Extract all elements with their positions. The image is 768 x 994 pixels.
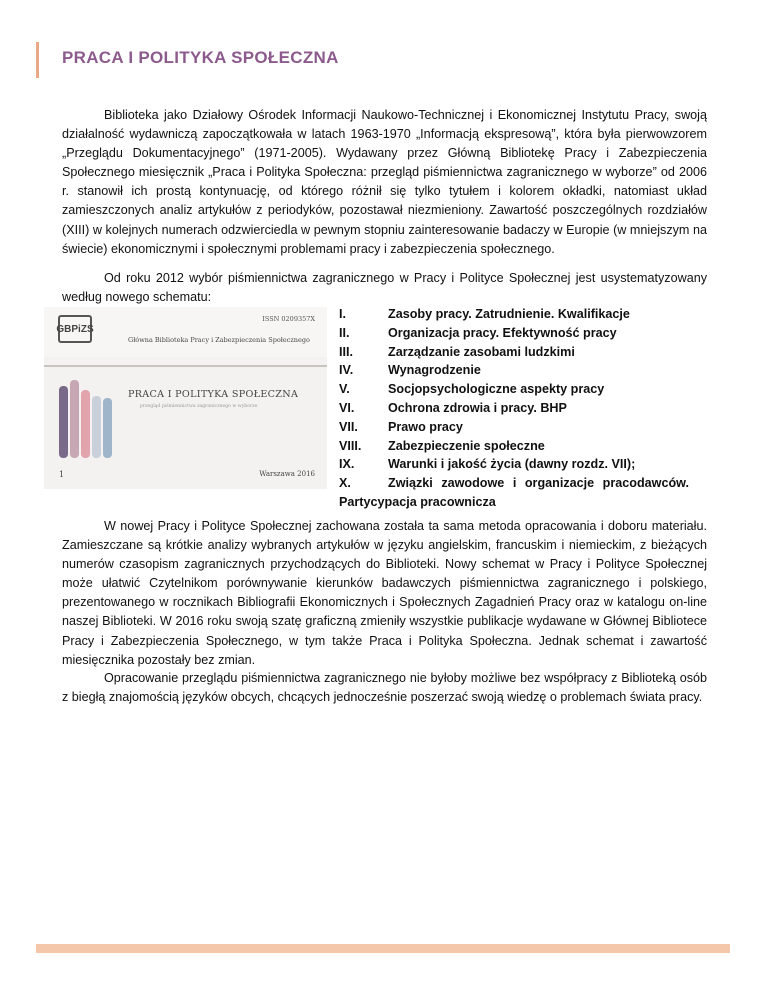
book-3	[81, 390, 90, 458]
chapter-number: III.	[339, 344, 353, 359]
book-1	[59, 386, 68, 458]
closing-paragraph: Opracowanie przeglądu piśmiennictwa zagranicznego nie byłoby możliwe bez współpracy z Biblioteką osób z biegłą znajomością języków obcych, chcących jednocześnie poszerzać swoją wiedzę o problemach świata pracy.	[62, 671, 707, 705]
book-2	[70, 380, 79, 458]
chapter-label: Socjopsychologiczne aspekty pracy	[388, 382, 605, 397]
chapter-label: Zasoby pracy. Zatrudnienie. Kwalifikacje	[388, 307, 630, 321]
chapter-label: Organizacja pracy. Efektywność pracy	[388, 325, 617, 340]
chapter-item	[339, 361, 689, 380]
chapter-number: VI.	[339, 400, 355, 415]
chapter-item	[339, 474, 689, 493]
chapter-item	[339, 418, 689, 437]
book-5	[103, 398, 112, 458]
title-accent-bar	[36, 42, 39, 78]
page-title: PRACA I POLITYKA SPOŁECZNA	[62, 48, 339, 67]
journal-cover-image	[44, 307, 327, 489]
chapter-number: V.	[339, 382, 350, 397]
chapter-number: VII.	[339, 419, 358, 434]
chapter-item	[339, 437, 689, 456]
chapter-number: II.	[339, 325, 350, 340]
method-paragraph: W nowej Pracy i Polityce Społecznej zachowana została ta sama metoda opracowania i doboru materiału. Zamieszczane są krótkie analizy wybranych artykułów w języku angielskim, francuskim i niemieckim, z bieżących numerów czasopism zagranicznych przychodzących do Biblioteki. Nowy schemat w Pracy i Polityce Społecznej może ułatwić Czytelnikom porównywanie kierunków badawczych piśmiennictwa zagranicznego i polskiego, prezentowanego w rocznikach Bibliografii Ekonomicznych i Społecznych Zagadnień Pracy oraz w katalogu on-line naszej Biblioteki. W 2016 roku swoją szatę graficzną zmieniły wszystkie publikacje wydawane w Głównej Bibliotece Pracy i Zabezpieczenia Społecznego, w tym także Praca i Polityka Społeczna. Jednak schemat i zawartość miesięcznika pozostały bez zmian.	[62, 519, 707, 667]
books-illustration	[59, 378, 117, 458]
cover-issn: ISSN 0209357X	[262, 315, 315, 323]
chapter-number: IX.	[339, 457, 355, 472]
cover-divider	[44, 365, 327, 367]
chapter-number: VIII.	[339, 438, 362, 453]
cover-place-year: Warszawa 2016	[259, 470, 315, 478]
chapter-item	[339, 343, 689, 362]
schema-paragraph: Od roku 2012 wybór piśmiennictwa zagranicznego w Pracy i Polityce Społecznej jest usystematyzowany według nowego schematu:	[62, 271, 707, 305]
chapter-label: Związki zawodowe i organizacje pracodawców.	[388, 476, 689, 491]
chapter-item	[339, 399, 689, 418]
cover-title: PRACA I POLITYKA SPOŁECZNA	[128, 389, 299, 400]
book-4	[92, 396, 101, 458]
cover-issue-number: 1	[59, 470, 65, 479]
chapter-label: Warunki i jakość życia (dawny rozdz. VII);	[388, 457, 636, 472]
cover-subtitle: przegląd piśmiennictwa zagranicznego w wyborze	[140, 404, 258, 409]
chapter-item	[339, 380, 689, 399]
chapter-label: Wynagrodzenie	[388, 363, 481, 378]
chapter-item	[339, 324, 689, 343]
intro-paragraph: Biblioteka jako Działowy Ośrodek Informacji Naukowo-Technicznej i Ekonomicznej Instytutu Pracy, swoją działalność wydawniczą zapoczątkowała w latach 1963-1970 „Informacją ekspresową”, która była pierwowzorem „Przeglądu Dokumentacyjnego” (1971-2005). Wydawany przez Główną Bibliotekę Pracy i Zabezpieczenia Społecznego miesięcznik „Praca i Polityka Społeczna: przegląd piśmiennictwa zagranicznego w wyborze” od 2006 r. stanowił ich prostą kontynuację, od którego różnił się tylko tytułem i kolorem okładki, natomiast układ zamieszczonych analiz artykułów z periodyków, pozostawał niezmieniony. Zawartość poszczególnych rozdziałów (XIII) w kolejnych numerach odzwierciedla w pewnym stopniu zainteresowanie badaczy w Europie (w mniejszym na świecie) ekonomicznymi i społecznymi problemami pracy i zabezpieczenia społecznego.	[62, 108, 707, 256]
chapter-number: I.	[339, 307, 346, 321]
chapter-label: Zabezpieczenie społeczne	[388, 438, 545, 453]
chapter-item	[339, 455, 689, 474]
chapter-list	[339, 305, 689, 512]
gbpizs-logo: GBPiZS	[58, 315, 92, 343]
chapter-number: X.	[339, 476, 351, 491]
chapter-label: Ochrona zdrowia i pracy. BHP	[388, 400, 567, 415]
chapter-label: Zarządzanie zasobami ludzkimi	[388, 344, 575, 359]
chapter-number: IV.	[339, 363, 354, 378]
cover-institution: Główna Biblioteka Pracy i Zabezpieczenia Społecznego	[128, 336, 310, 344]
chapter-label-continuation: Partycypacja pracownicza	[339, 494, 496, 509]
chapter-item	[339, 305, 689, 324]
footer-bar	[36, 944, 730, 953]
chapter-label: Prawo pracy	[388, 419, 463, 434]
